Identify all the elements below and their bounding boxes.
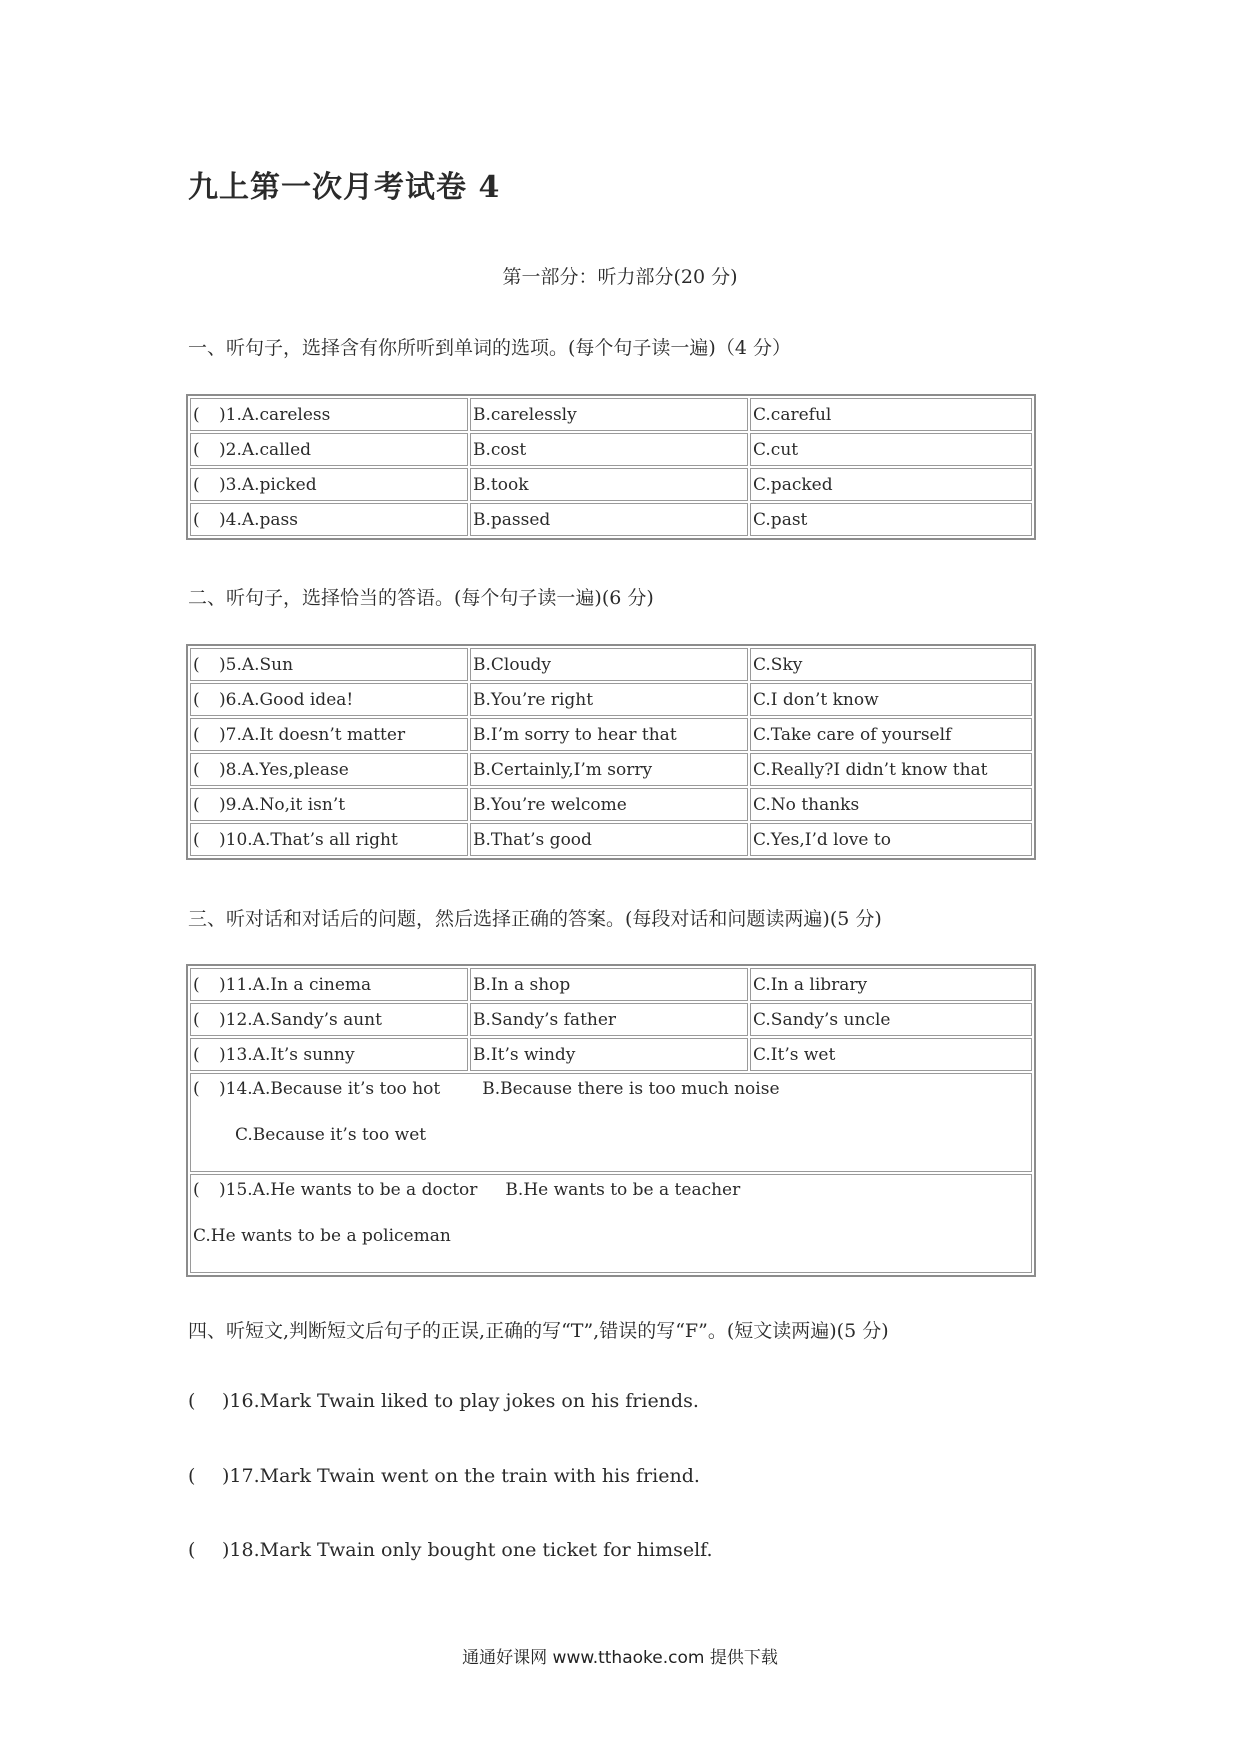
table-row: ( )15.A.He wants to be a doctor B.He wants to be a teacher C.He wants to be a policeman (190, 1174, 1032, 1273)
option-a: )3.A.picked (219, 474, 317, 495)
option-b: B.In a shop (470, 968, 748, 1001)
table-row: ( )13.A.It’s sunny B.It’s windy C.It’s wet (190, 1038, 1032, 1071)
section3-table (186, 964, 1036, 1277)
option-b: B.cost (470, 433, 748, 466)
table-row: ( )2.A.called B.cost C.cut (190, 433, 1032, 466)
option-a: )9.A.No,it isn’t (219, 794, 346, 815)
option-a: )6.A.Good idea! (219, 689, 354, 710)
section3-heading: 三、听对话和对话后的问题，然后选择正确的答案。(每段对话和问题读两遍)(5 分) (188, 908, 882, 930)
part-title: 第一部分：听力部分(20 分) (502, 266, 738, 288)
option-c: C.No thanks (750, 788, 1032, 821)
option-c: C.careful (750, 398, 1032, 431)
option-c: C.Because it’s too wet (235, 1125, 427, 1145)
option-c: C.He wants to be a policeman (193, 1226, 451, 1246)
option-a: )14.A.Because it’s too hot (219, 1079, 441, 1099)
option-b: B.You’re right (470, 683, 748, 716)
table-row: ( )12.A.Sandy’s aunt B.Sandy’s father C.Sandy’s uncle (190, 1003, 1032, 1036)
option-c: C.Yes,I’d love to (750, 823, 1032, 856)
table-row: ( )8.A.Yes,please B.Certainly,I’m sorry C.Really?I didn’t know that (190, 753, 1032, 786)
section1-table (186, 394, 1036, 540)
option-b: B.Certainly,I’m sorry (470, 753, 748, 786)
option-b: B.took (470, 468, 748, 501)
option-c: C.In a library (750, 968, 1032, 1001)
table-row: ( )5.A.Sun B.Cloudy C.Sky (190, 648, 1032, 681)
option-c: C.I don’t know (750, 683, 1032, 716)
table-row: ( )1.A.careless B.carelessly C.careful (190, 398, 1032, 431)
section1-heading: 一、听句子，选择含有你所听到单词的选项。(每个句子读一遍)（4 分） (188, 337, 791, 359)
option-b: B.Because there is too much noise (482, 1079, 780, 1099)
option-c: C.It’s wet (750, 1038, 1032, 1071)
table-row: ( )6.A.Good idea! B.You’re right C.I don’t know (190, 683, 1032, 716)
option-a: )8.A.Yes,please (219, 759, 349, 780)
option-c: C.Take care of yourself (750, 718, 1032, 751)
option-a: )12.A.Sandy’s aunt (219, 1009, 382, 1030)
option-c: C.packed (750, 468, 1032, 501)
list-item: ( )16.Mark Twain liked to play jokes on his friends. (188, 1390, 699, 1412)
option-a: )4.A.pass (219, 509, 298, 530)
option-b: B.Cloudy (470, 648, 748, 681)
table-row: ( )11.A.In a cinema B.In a shop C.In a library (190, 968, 1032, 1001)
table-row: ( )3.A.picked B.took C.packed (190, 468, 1032, 501)
option-c: C.Sandy’s uncle (750, 1003, 1032, 1036)
option-b: B.You’re welcome (470, 788, 748, 821)
option-a: )2.A.called (219, 439, 312, 460)
option-b: B.carelessly (470, 398, 748, 431)
option-a: )1.A.careless (219, 404, 331, 425)
option-b: B.It’s windy (470, 1038, 748, 1071)
section2-heading: 二、听句子，选择恰当的答语。(每个句子读一遍)(6 分) (188, 587, 654, 609)
option-c: C.Sky (750, 648, 1032, 681)
option-c: C.past (750, 503, 1032, 536)
list-item: ( )17.Mark Twain went on the train with his friend. (188, 1465, 700, 1487)
option-b: B.passed (470, 503, 748, 536)
option-a: )7.A.It doesn’t matter (219, 724, 406, 745)
list-item: ( )18.Mark Twain only bought one ticket for himself. (188, 1539, 713, 1561)
option-c: C.Really?I didn’t know that (750, 753, 1032, 786)
table-row: ( )14.A.Because it’s too hot B.Because there is too much noise C.Because it’s too wet (190, 1073, 1032, 1172)
table-row: ( )7.A.It doesn’t matter B.I’m sorry to hear that C.Take care of yourself (190, 718, 1032, 751)
option-a: )10.A.That’s all right (219, 829, 398, 850)
table-row: ( )4.A.pass B.passed C.past (190, 503, 1032, 536)
page-title: 九上第一次月考试卷 4 (188, 170, 501, 205)
option-b: B.Sandy’s father (470, 1003, 748, 1036)
option-a: )13.A.It’s sunny (219, 1044, 355, 1065)
option-a: )15.A.He wants to be a doctor (219, 1180, 478, 1200)
table-row: ( )10.A.That’s all right B.That’s good C.Yes,I’d love to (190, 823, 1032, 856)
page-footer: 通通好课网 www.tthaoke.com 提供下载 (462, 1648, 778, 1668)
section2-table (186, 644, 1036, 860)
option-a: )11.A.In a cinema (219, 974, 372, 995)
table-row: ( )9.A.No,it isn’t B.You’re welcome C.No thanks (190, 788, 1032, 821)
option-b: B.He wants to be a teacher (505, 1180, 741, 1200)
option-a: )5.A.Sun (219, 654, 294, 675)
section4-heading: 四、听短文,判断短文后句子的正误,正确的写“T”,错误的写“F”。(短文读两遍)(5 分) (188, 1320, 889, 1342)
option-b: B.That’s good (470, 823, 748, 856)
option-b: B.I’m sorry to hear that (470, 718, 748, 751)
option-c: C.cut (750, 433, 1032, 466)
